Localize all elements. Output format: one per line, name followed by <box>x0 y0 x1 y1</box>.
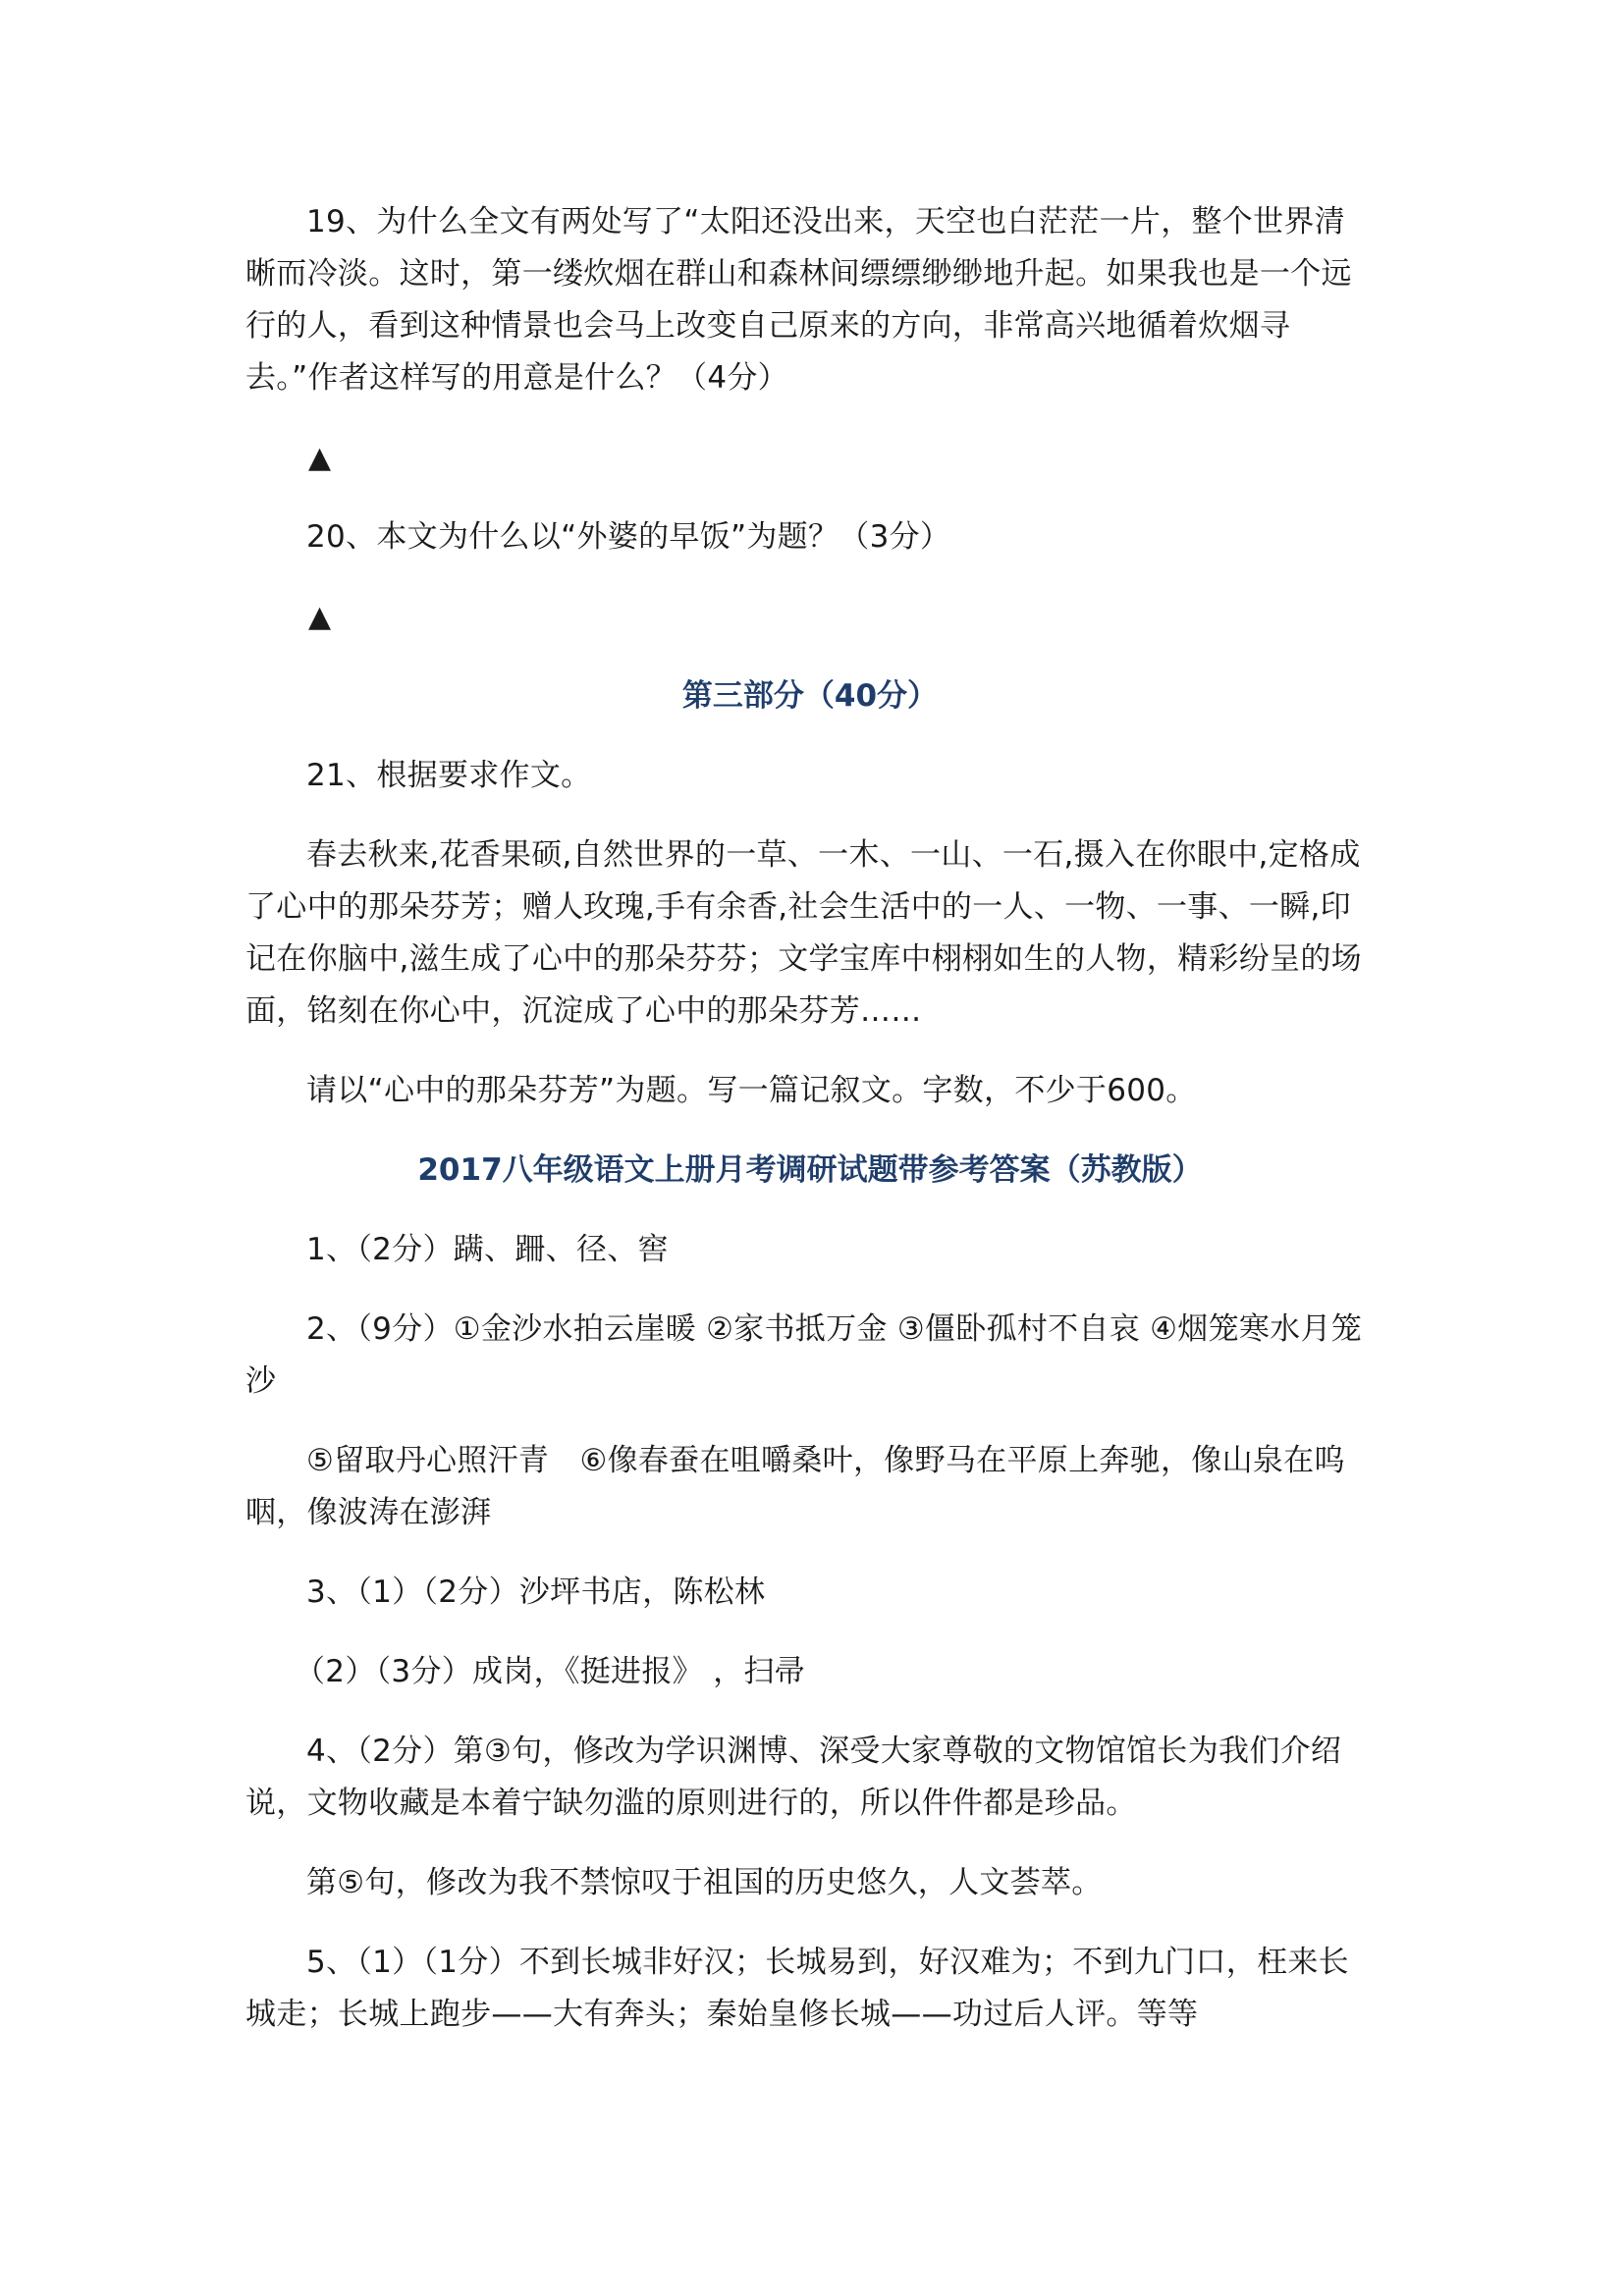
answers-heading: 2017八年级语文上册月考调研试题带参考答案（苏教版） <box>417 1152 1203 1188</box>
essay-requirement: 请以“心中的那朵芬芳”为题。写一篇记叙文。字数，不少于600。 <box>306 1073 1197 1108</box>
answer-3-part-2: （2）（3分）成岗，《挺进报》 ，扫帚 <box>295 1654 805 1689</box>
document-page <box>245 196 1375 2041</box>
part-three-heading: 第三部分（40分） <box>681 678 939 714</box>
answer-placeholder-triangle-19: ▲ <box>308 441 332 475</box>
answer-4-part-a: 4、（2分）第③句，修改为学识渊博、深受大家尊敬的文物馆馆长为我们介绍说，文物收藏是本着宁缺勿滥的原则进行的，所以件件都是珍品。 <box>245 1734 1342 1821</box>
essay-prompt: 春去秋来,花香果硕,自然世界的一草、一木、一山、一石,摄入在你眼中,定格成了心中的那朵芬芳；赠人玫瑰,手有余香,社会生活中的一人、一物、一事、一瞬,印记在你脑中,滋生成了心中的那朵芬芬；文学宝库中栩栩如生的人物，精彩纷呈的场面，铭刻在你心中，沉淀成了心中的那朵芬芳…… <box>245 837 1362 1029</box>
question-19: 19、为什么全文有两处写了“太阳还没出来，天空也白茫茫一片，整个世界清晰而冷淡。这时，第一缕炊烟在群山和森林间缥缥缈缈地升起。如果我也是一个远行的人，看到这种情景也会马上改变自己原来的方向，非常高兴地循着炊烟寻去。”作者这样写的用意是什么？（4分） <box>245 204 1352 396</box>
answer-2-part-b: ⑤留取丹心照汗青 ⑥像春蚕在咀嚼桑叶，像野马在平原上奔驰，像山泉在呜咽，像波涛在澎湃 <box>245 1443 1345 1530</box>
answer-placeholder-triangle-20: ▲ <box>308 600 332 634</box>
question-21: 21、根据要求作文。 <box>306 758 592 793</box>
answer-4-part-b: 第⑤句，修改为我不禁惊叹于祖国的历史悠久，人文荟萃。 <box>306 1865 1103 1900</box>
answer-1: 1、（2分）蹒、跚、径、窖 <box>306 1232 669 1267</box>
answer-5: 5、（1）（1分）不到长城非好汉；长城易到，好汉难为；不到九门口，枉来长城走；长城上跑步——大有奔头；秦始皇修长城——功过后人评。等等 <box>245 1945 1349 2032</box>
question-20: 20、本文为什么以“外婆的早饭”为题？（3分） <box>306 519 951 555</box>
answer-3-part-1: 3、（1）（2分）沙坪书店，陈松林 <box>306 1575 766 1610</box>
answer-2-part-a: 2、（9分）①金沙水拍云崖暖 ②家书抵万金 ③僵卧孤村不自哀 ④烟笼寒水月笼沙 <box>245 1311 1363 1399</box>
